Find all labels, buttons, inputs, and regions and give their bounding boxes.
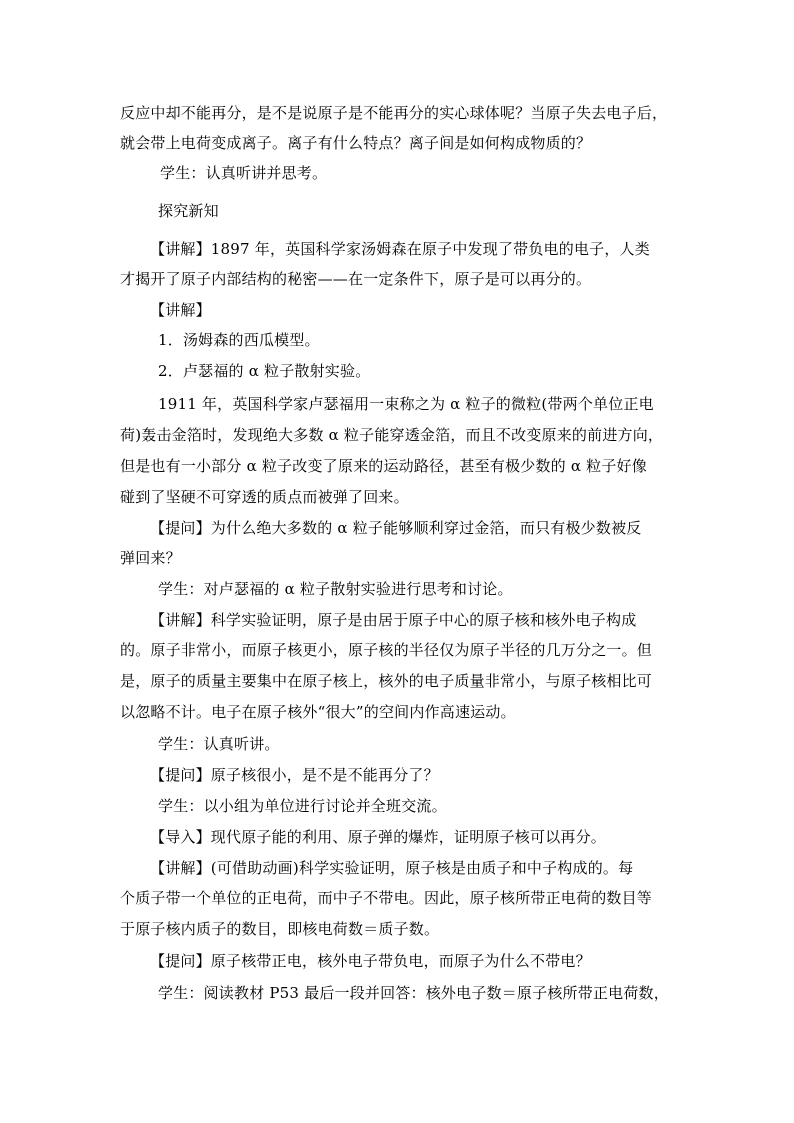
text-line: 【讲解】1897 年，英国科学家汤姆森在原子中发现了带负电的电子，人类 (150, 240, 650, 258)
text-line: 荷)轰击金箔时，发现绝大多数 α 粒子能穿透金箔，而且不改变原来的前进方向， (120, 426, 664, 444)
text-line: 学生：对卢瑟福的 α 粒子散射实验进行思考和讨论。 (158, 580, 513, 598)
text-line: 个质子带一个单位的正电荷，而中子不带电。因此，原子核所带正电荷的数目等 (120, 889, 653, 907)
text-line: 碰到了坚硬不可穿透的质点而被弹了回来。 (120, 488, 409, 506)
text-line: 学生：以小组为单位进行讨论并全班交流。 (158, 797, 447, 815)
text-line: 【提问】为什么绝大多数的 α 粒子能够顺利穿过金箔，而只有极少数被反 (150, 519, 642, 537)
text-line: 【导入】现代原子能的利用、原子弹的爆炸，证明原子核可以再分。 (150, 828, 607, 846)
text-line: 1911 年，英国科学家卢瑟福用一束称之为 α 粒子的微粒(带两个单位正电 (158, 395, 654, 413)
text-line: 就会带上电荷变成离子。离子有什么特点？离子间是如何构成物质的？ (120, 134, 592, 152)
text-line: 学生：阅读教材 P53 最后一段并回答：核外电子数＝原子核所带正电荷数， (158, 984, 669, 1002)
text-line: 弹回来？ (120, 549, 181, 567)
text-line: 以忽略不计。电子在原子核外“很大”的空间内作高速运动。 (120, 703, 516, 721)
list-item: 1．汤姆森的西瓜模型。 (158, 331, 320, 349)
section-heading: 探究新知 (158, 202, 219, 220)
text-line: 【提问】原子核很小，是不是不能再分了？ (150, 766, 439, 784)
text-line: 【讲解】 (150, 301, 211, 319)
text-line: 学生：认真听讲。 (158, 735, 280, 753)
text-line: 学生：认真听讲并思考。 (160, 164, 328, 182)
text-line: 的。原子非常小，而原子核更小，原子核的半径仅为原子半径的几万分之一。但 (120, 641, 653, 659)
text-line: 是，原子的质量主要集中在原子核上，核外的电子质量非常小，与原子核相比可 (120, 672, 653, 690)
text-line: 【讲解】(可借助动画)科学实验证明，原子核是由质子和中子构成的。每 (150, 859, 634, 877)
text-line: 【提问】原子核带正电，核外电子带负电，而原子为什么不带电？ (150, 952, 591, 970)
text-line: 于原子核内质子的数目，即核电荷数＝质子数。 (120, 920, 440, 938)
list-item: 2．卢瑟福的 α 粒子散射实验。 (158, 362, 371, 380)
text-line: 才揭开了原子内部结构的秘密——在一定条件下，原子是可以再分的。 (120, 270, 592, 288)
text-line: 【讲解】科学实验证明，原子是由居于原子中心的原子核和核外电子构成 (150, 611, 637, 629)
text-line: 但是也有一小部分 α 粒子改变了原来的运动路径，甚至有极少数的 α 粒子好像 (120, 457, 647, 475)
text-line: 反应中却不能再分，是不是说原子是不能再分的实心球体呢？当原子失去电子后， (120, 104, 668, 122)
